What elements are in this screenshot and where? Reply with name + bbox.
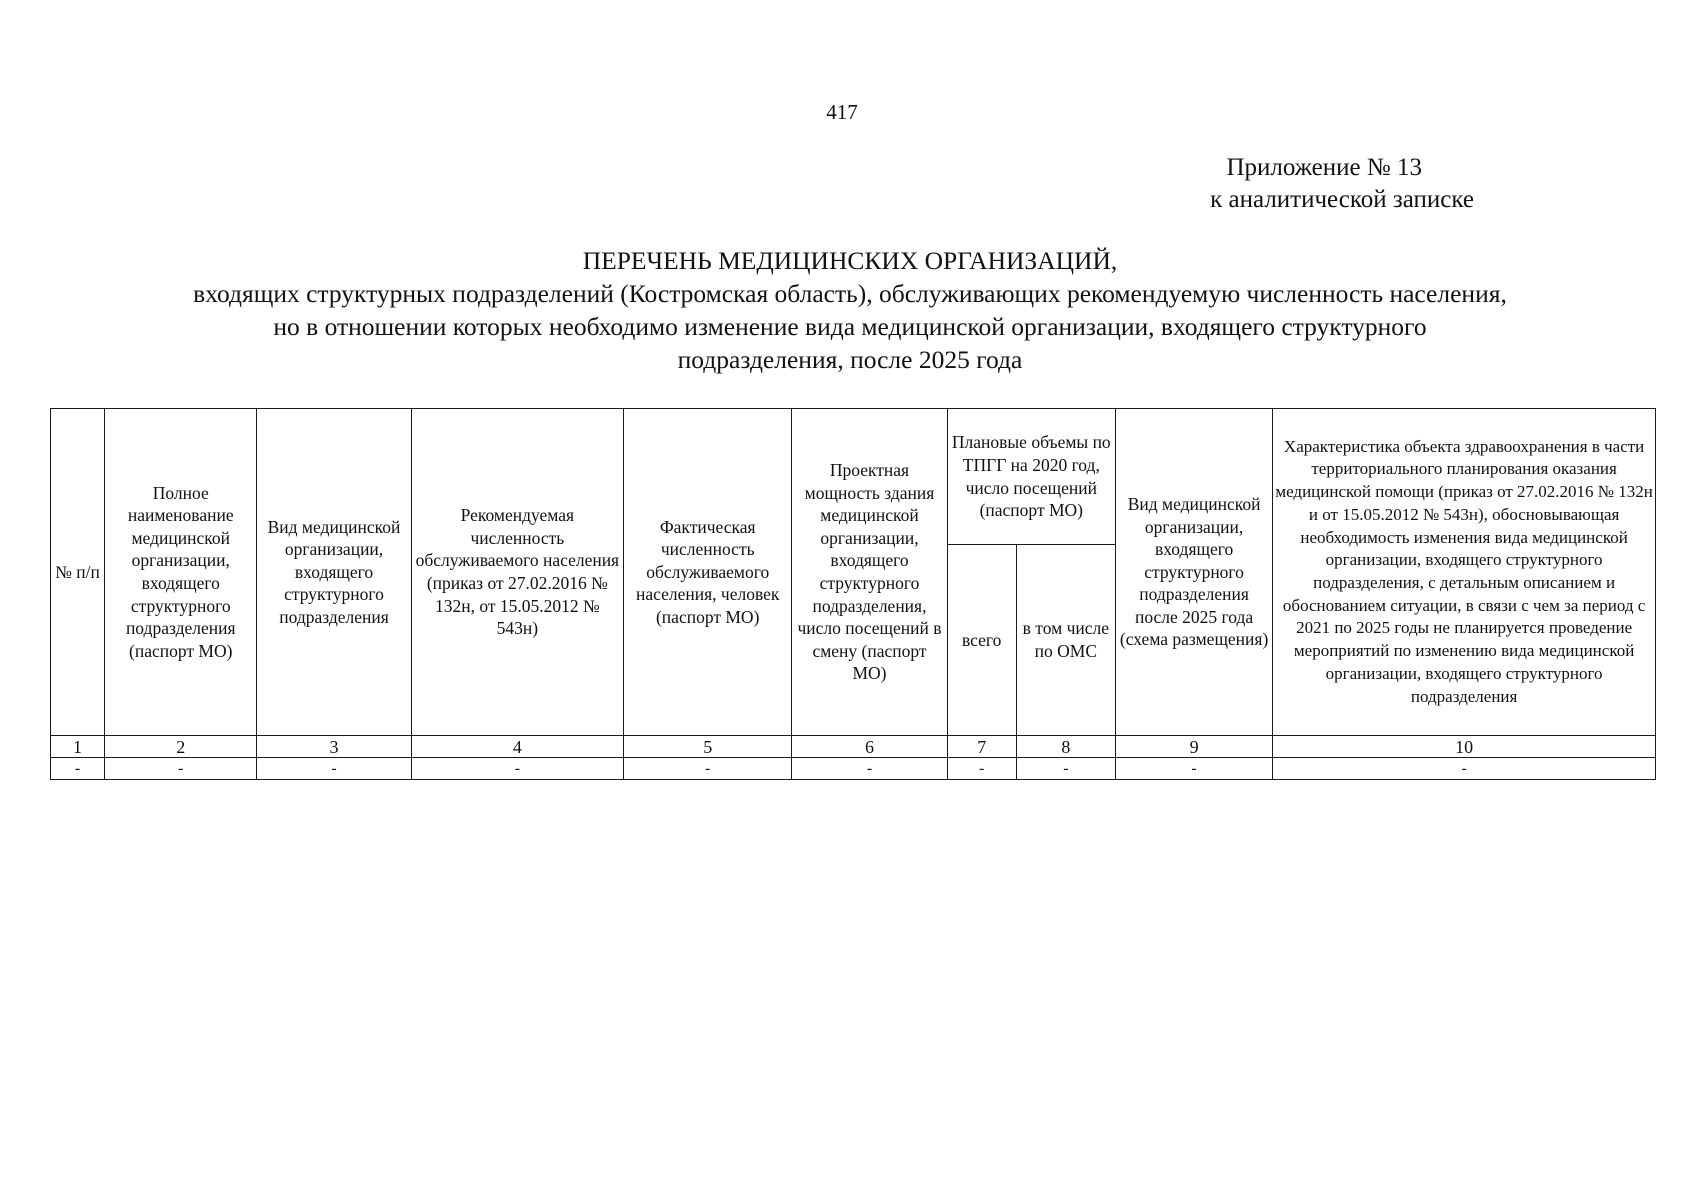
title-line-2: входящих структурных подразделений (Костромская область), обслуживающих рекомендуемую численность населения,: [193, 279, 1507, 308]
column-number: 9: [1115, 736, 1272, 758]
table-cell: -: [105, 758, 257, 780]
table-cell: -: [1016, 758, 1115, 780]
appendix-line-2: к аналитической записке: [1210, 186, 1474, 213]
table-header-row: [51, 409, 1656, 545]
table-cell: -: [947, 758, 1016, 780]
column-number: 10: [1273, 736, 1656, 758]
title-line-3: но в отношении которых необходимо изменение вида медицинской организации, входящего структурного: [273, 312, 1427, 341]
header-col-total: всего: [947, 545, 1016, 736]
header-col-planned-volumes: Плановые объемы по ТПГГ на 2020 год, число посещений (паспорт МО): [947, 409, 1115, 545]
header-col-oms: в том числе по ОМС: [1016, 545, 1115, 736]
header-col-recommended-population: Рекомендуемая численность обслуживаемого населения (приказ от 27.02.2016 № 132н, от 15.05.2012 № 543н): [411, 409, 623, 736]
column-number: 2: [105, 736, 257, 758]
page-number: 417: [826, 100, 858, 124]
appendix-line-1: Приложение № 13: [1226, 154, 1422, 181]
table-cell: -: [257, 758, 411, 780]
header-col-number: № п/п: [51, 409, 105, 736]
column-number: 5: [624, 736, 792, 758]
header-col-type-after-2025: Вид медицинской организации, входящего структурного подразделения после 2025 года (схема размещения): [1115, 409, 1272, 736]
title-line-1: ПЕРЕЧЕНЬ МЕДИЦИНСКИХ ОРГАНИЗАЦИЙ,: [582, 246, 1118, 275]
header-col-characteristics: Характеристика объекта здравоохранения в части территориального планирования оказания медицинской помощи (приказ от 27.02.2016 № 132н и от 15.05.2012 № 543н), обосновывающая необходимость изменения вида медицинской организации, входящего структурного подразделения, с детальным описанием и обоснованием ситуации, в связи с чем за период с 2021 по 2025 годы не планируется проведение мероприятий по изменению вида медицинской организации, входящего структурного подразделения: [1273, 409, 1656, 736]
column-number: 7: [947, 736, 1016, 758]
column-numbers-row: [51, 736, 1656, 758]
header-col-full-name: Полное наименование медицинской организации, входящего структурного подразделения (паспорт МО): [105, 409, 257, 736]
header-col-org-type: Вид медицинской организации, входящего структурного подразделения: [257, 409, 411, 736]
table-cell: -: [51, 758, 105, 780]
table-cell: -: [624, 758, 792, 780]
organizations-table: [50, 408, 1656, 780]
header-col-design-capacity: Проектная мощность здания медицинской организации, входящего структурного подразделения, число посещений в смену (паспорт МО): [792, 409, 947, 736]
table-cell: -: [1115, 758, 1272, 780]
column-number: 4: [411, 736, 623, 758]
table-cell: -: [792, 758, 947, 780]
table-cell: -: [1273, 758, 1656, 780]
title-line-4: подразделения, после 2025 года: [677, 345, 1023, 374]
column-number: 3: [257, 736, 411, 758]
document-title: [80, 244, 1620, 376]
appendix-label: [1210, 152, 1474, 216]
header-col-actual-population: Фактическая численность обслуживаемого населения, человек (паспорт МО): [624, 409, 792, 736]
table-cell: -: [411, 758, 623, 780]
table-row: [51, 758, 1656, 780]
column-number: 1: [51, 736, 105, 758]
column-number: 8: [1016, 736, 1115, 758]
column-number: 6: [792, 736, 947, 758]
